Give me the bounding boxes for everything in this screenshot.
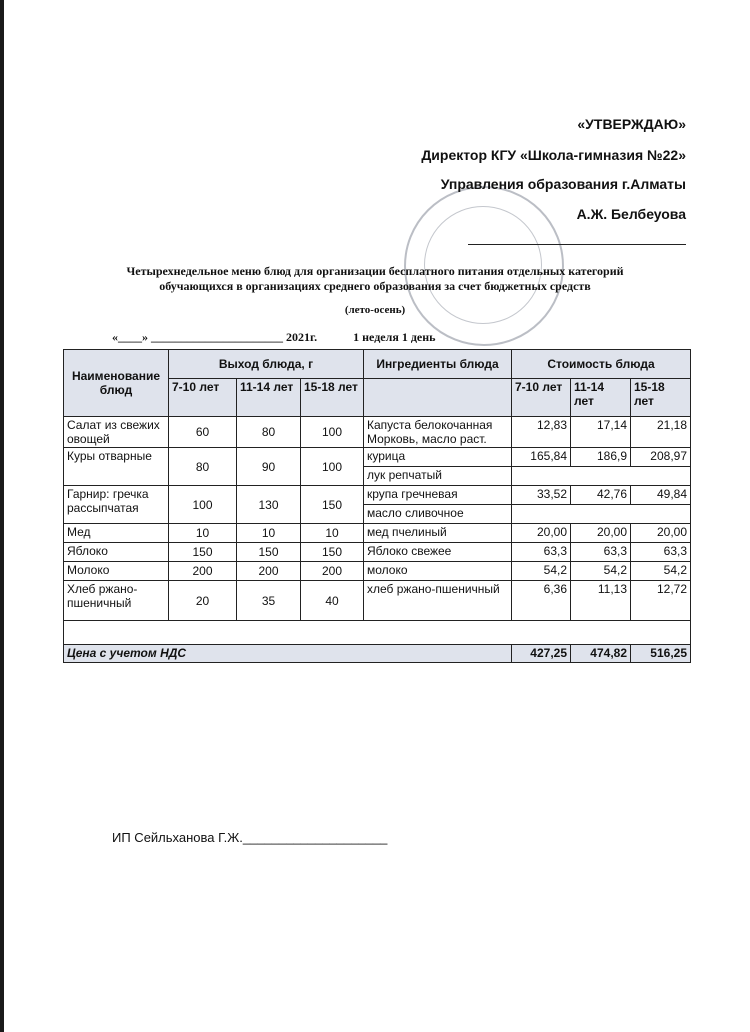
yield-age2: 80 [237, 417, 301, 448]
yield-age3: 150 [301, 543, 364, 562]
yield-age2: 35 [237, 581, 301, 621]
approval-heading: «УТВЕРЖДАЮ» [577, 116, 686, 132]
yield-age2: 10 [237, 524, 301, 543]
table-row [64, 448, 691, 467]
total-age2: 474,82 [571, 645, 631, 663]
cost-age1: 12,83 [512, 417, 571, 448]
cost-blank [512, 467, 691, 486]
ingredient: мед пчелиный [364, 524, 512, 543]
yield-age3: 40 [301, 581, 364, 621]
dish-name: Хлеб ржано-пшеничный [64, 581, 169, 621]
cost-age1: 6,36 [512, 581, 571, 621]
cost-age3: 12,72 [631, 581, 691, 621]
header-dish: Наименование блюд [64, 350, 169, 417]
header-yield-age1: 7-10 лет [169, 379, 237, 417]
cost-age2: 11,13 [571, 581, 631, 621]
cost-age1: 63,3 [512, 543, 571, 562]
yield-age2: 150 [237, 543, 301, 562]
cost-age2: 63,3 [571, 543, 631, 562]
cost-age3: 54,2 [631, 562, 691, 581]
total-row [64, 645, 691, 663]
dish-name: Молоко [64, 562, 169, 581]
ingredient: хлеб ржано-пшеничный [364, 581, 512, 621]
cost-age1: 54,2 [512, 562, 571, 581]
yield-age2: 130 [237, 486, 301, 524]
empty-cell [64, 621, 691, 645]
header-yield-age3: 15-18 лет [301, 379, 364, 417]
doc-season: (лето-осень) [344, 304, 406, 316]
ingredient: лук репчатый [364, 467, 512, 486]
cost-age2: 20,00 [571, 524, 631, 543]
signature-line [468, 244, 686, 245]
dish-name: Салат из свежих овощей [64, 417, 169, 448]
dish-name: Гарнир: гречка рассыпчатая [64, 486, 169, 524]
cost-age1: 33,52 [512, 486, 571, 505]
yield-age3: 100 [301, 448, 364, 486]
yield-age2: 200 [237, 562, 301, 581]
yield-age3: 100 [301, 417, 364, 448]
header-cost: Стоимость блюда [512, 350, 691, 379]
header-cost-age1: 7-10 лет [512, 379, 571, 417]
yield-age3: 10 [301, 524, 364, 543]
cost-age2: 186,9 [571, 448, 631, 467]
table-row [64, 417, 691, 448]
header-cost-age3: 15-18 лет [631, 379, 691, 417]
yield-age3: 150 [301, 486, 364, 524]
total-age3: 516,25 [631, 645, 691, 663]
yield-age1: 100 [169, 486, 237, 524]
yield-age1: 80 [169, 448, 237, 486]
yield-age3: 200 [301, 562, 364, 581]
approval-director: Директор КГУ «Школа-гимназия №22» [421, 147, 686, 163]
table-row [64, 524, 691, 543]
dish-name: Куры отварные [64, 448, 169, 486]
cost-age2: 42,76 [571, 486, 631, 505]
approval-name: А.Ж. Белбеуова [576, 206, 686, 222]
cost-age3: 20,00 [631, 524, 691, 543]
scan-edge [0, 0, 4, 1032]
yield-age1: 200 [169, 562, 237, 581]
cost-age3: 63,3 [631, 543, 691, 562]
cost-age3: 21,18 [631, 417, 691, 448]
yield-age2: 90 [237, 448, 301, 486]
cost-blank [512, 505, 691, 524]
supplier-signature: ИП Сейльханова Г.Ж.____________________ [112, 830, 388, 845]
dish-name: Мед [64, 524, 169, 543]
ingredient: Капуста белокочанная Морковь, масло раст. [364, 417, 512, 448]
approval-department: Управления образования г.Алматы [440, 176, 686, 192]
menu-table [63, 349, 691, 663]
date-field: «____» ______________________ 2021г. [112, 330, 318, 344]
yield-age1: 10 [169, 524, 237, 543]
header-ingredients: Ингредиенты блюда [364, 350, 512, 379]
header-yield: Выход блюда, г [169, 350, 364, 379]
cost-age2: 54,2 [571, 562, 631, 581]
doc-title-line2: обучающихся в организациях среднего образования за счет бюджетных средств [159, 279, 591, 293]
yield-age1: 60 [169, 417, 237, 448]
header-blank [364, 379, 512, 417]
yield-age1: 20 [169, 581, 237, 621]
table-row [64, 562, 691, 581]
cost-age1: 165,84 [512, 448, 571, 467]
week-day: 1 неделя 1 день [353, 330, 436, 344]
table-row [64, 581, 691, 621]
cost-age3: 49,84 [631, 486, 691, 505]
table-row-empty [64, 621, 691, 645]
doc-title-line1: Четырехнедельное меню блюд для организации бесплатного питания отдельных категорий [126, 264, 624, 278]
ingredient: Яблоко свежее [364, 543, 512, 562]
dish-name: Яблоко [64, 543, 169, 562]
ingredient: крупа гречневая [364, 486, 512, 505]
cost-age2: 17,14 [571, 417, 631, 448]
table-row [64, 543, 691, 562]
ingredient: курица [364, 448, 512, 467]
ingredient: масло сливочное [364, 505, 512, 524]
ingredient: молоко [364, 562, 512, 581]
table-row [64, 486, 691, 505]
cost-age1: 20,00 [512, 524, 571, 543]
total-label: Цена с учетом НДС [64, 645, 512, 663]
total-age1: 427,25 [512, 645, 571, 663]
header-yield-age2: 11-14 лет [237, 379, 301, 417]
header-cost-age2: 11-14 лет [571, 379, 631, 417]
date-line [112, 330, 435, 345]
cost-age3: 208,97 [631, 448, 691, 467]
yield-age1: 150 [169, 543, 237, 562]
